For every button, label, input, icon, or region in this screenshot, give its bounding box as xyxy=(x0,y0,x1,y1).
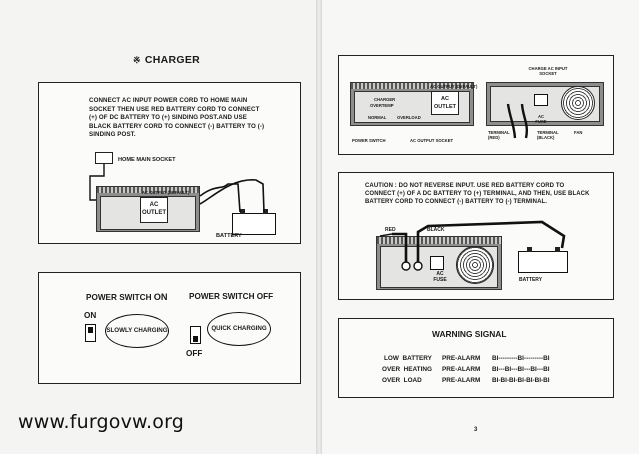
charger-title-text: CHARGER xyxy=(144,54,201,66)
quick-charging-ellipse: QUICK CHARGING xyxy=(207,312,271,346)
power-switch-on-prefix: POWER SWITCH xyxy=(86,293,152,302)
watermark: www.furgovw.org xyxy=(18,411,185,433)
ac-output-socket-label: AC OUTPUT SOCKET xyxy=(410,138,454,143)
warning-row-pattern: BI-BI-BI-BI-BI-BI-BI xyxy=(492,377,550,384)
page-number: 3 xyxy=(474,427,478,433)
overload-led-label: OVERLOAD xyxy=(397,115,421,120)
warning-row-condition: LOW BATTERY xyxy=(384,355,432,362)
black-label: BLACK xyxy=(427,227,445,233)
warning-row-condition: OVER LOAD xyxy=(382,377,422,384)
asterisk-icon: ※ xyxy=(133,55,141,65)
caution-text: CAUTION : DO NOT REVERSE INPUT. USE RED BATTERY CORD TO CONNECT (+) OF A DC BATTERY TO (+) TERMINAL, AND THEN, USE BLACK BATTERY CORD TO CONNECT (-) BATTERY TO (-) TERMINAL. xyxy=(365,183,590,206)
ac-outlet-left-label: AC OUTLET xyxy=(142,202,166,216)
red-label: RED xyxy=(385,227,396,233)
charger-instructions: CONNECT AC INPUT POWER CORD TO HOME MAIN SOCKET THEN USE RED BATTERY CORD TO CONNECT (+) OF DC BATTERY TO (+) SINDING POST.AND USE BLACK BATTERY CORD TO CONNECT (-) BATTERY TO (-) SINDING POST. xyxy=(89,97,265,139)
fan-label: FAN xyxy=(574,130,583,135)
warning-signal-title: WARNING SIGNAL xyxy=(432,329,507,339)
charger-led-label: CHARGER xyxy=(374,97,396,102)
caution-ac-fuse-label: AC FUSE xyxy=(433,271,447,283)
warning-row-condition: OVER HEATING xyxy=(382,366,432,373)
charge-ac-input-label: CHARGE AC INPUT SOCKET xyxy=(528,66,568,76)
warning-row-type: PRE-ALARM xyxy=(442,366,481,373)
warning-row-pattern: BI---BI---BI---BI---BI xyxy=(492,366,550,373)
power-switch-label: POWER SWITCH xyxy=(352,138,386,143)
slowly-charging-ellipse: SLOWLY CHARGING xyxy=(105,314,169,348)
warning-row-type: PRE-ALARM xyxy=(442,377,481,384)
on-label: ON xyxy=(84,311,97,320)
ac-outlet-right-label: AC OUTLET xyxy=(434,96,456,110)
power-switch-off-heading: POWER SWITCH OFF xyxy=(189,292,274,301)
home-socket-label: HOME MAIN SOCKET xyxy=(118,157,176,163)
battery-right-label: BATTERY xyxy=(519,277,543,283)
warning-row-pattern: BI---------BI---------BI xyxy=(492,355,550,362)
terminal-black-label: TERMINAL (BLACK) xyxy=(537,130,559,140)
normal-led-label: NORMAL xyxy=(368,115,387,120)
off-label: OFF xyxy=(186,349,203,358)
warning-row-type: PRE-ALARM xyxy=(442,355,481,362)
battery-left-label: BATTERY xyxy=(216,233,242,239)
power-switch-on-state: ON xyxy=(153,292,168,302)
ac-output-small-right: AC OUTPUT (DEFAULT) xyxy=(430,84,478,89)
ac-fuse-top-label: AC FUSE xyxy=(535,114,547,124)
terminal-red-label: TERMINAL (RED) xyxy=(488,130,510,140)
ac-output-small-left: AC OUTPUT (DEFAULT) xyxy=(142,190,190,195)
overtemp-led-label: OVERTEMP xyxy=(370,103,394,108)
